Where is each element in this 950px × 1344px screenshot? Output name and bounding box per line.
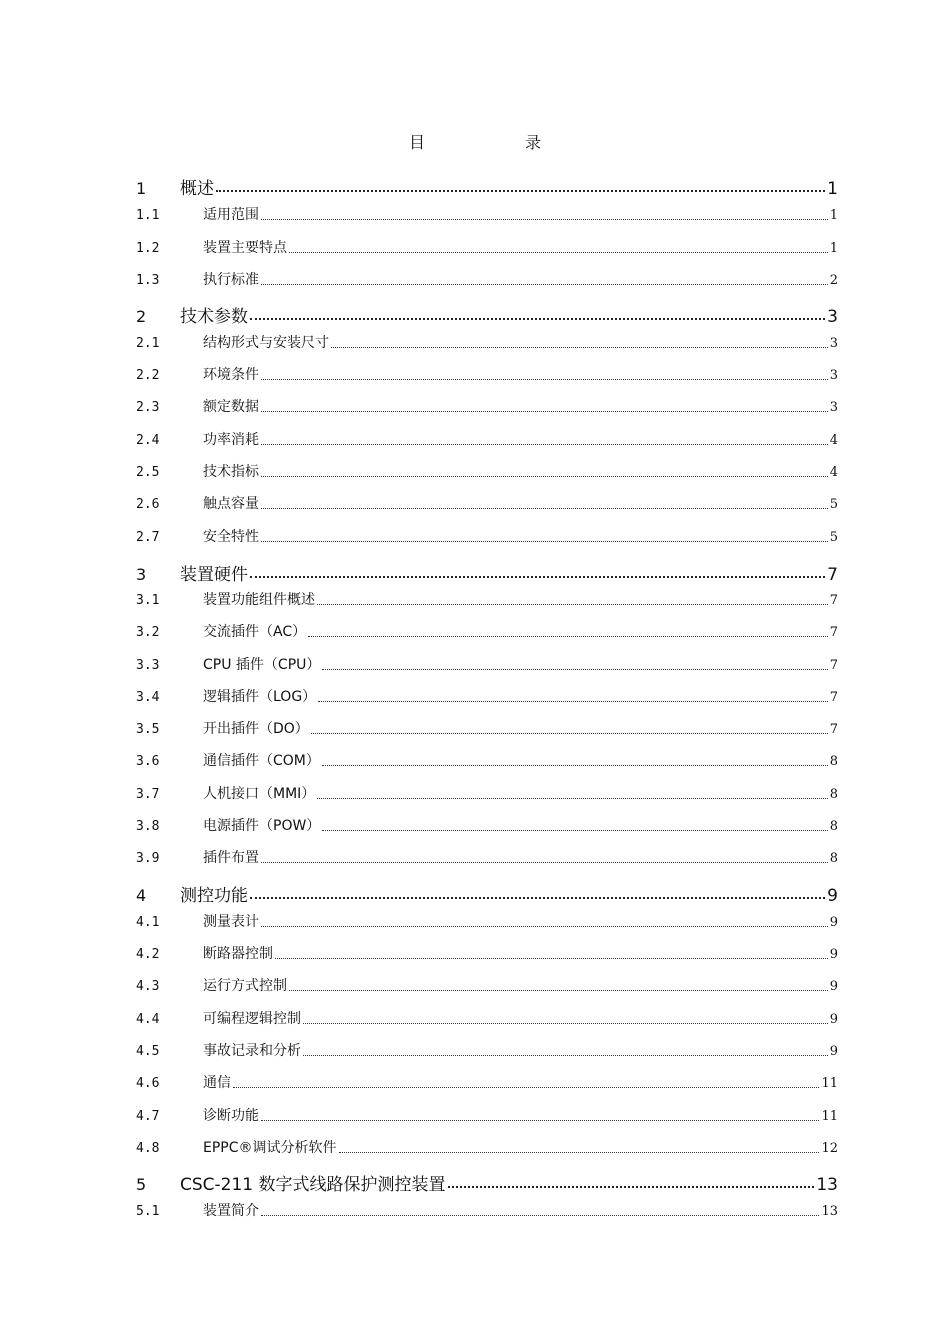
toc-entry-number: 4.3 <box>136 979 160 994</box>
toc-entry-label: 电源插件（POW） <box>203 818 321 834</box>
toc-entry[interactable] <box>136 686 838 706</box>
toc-entry-page-number: 4 <box>829 433 838 448</box>
toc-entry-number: 3.7 <box>136 787 160 802</box>
toc-entry-page-number: 9 <box>827 886 838 906</box>
toc-entry-page-number: 7 <box>829 658 838 673</box>
toc-dot-leader <box>318 700 828 702</box>
toc-entry-page-number: 1 <box>827 179 838 199</box>
toc-entry-label: 触点容量 <box>203 496 259 512</box>
toc-entry-label: CSC-211 数字式线路保护测控装置 <box>180 1175 446 1195</box>
toc-entry-number: 3.3 <box>136 658 160 673</box>
toc-dot-leader <box>322 829 827 831</box>
toc-entry-label: 运行方式控制 <box>203 978 287 994</box>
toc-entry-page-number: 7 <box>829 722 838 737</box>
toc-entry-label: 人机接口（MMI） <box>203 786 316 802</box>
toc-entry-label: 环境条件 <box>203 367 259 383</box>
toc-entry[interactable] <box>136 847 838 867</box>
toc-entry[interactable] <box>136 783 838 803</box>
toc-entry-label: 结构形式与安装尺寸 <box>203 335 329 351</box>
toc-entry-label: 安全特性 <box>203 529 259 545</box>
toc-entry-page-number: 9 <box>829 1044 838 1059</box>
toc-entry[interactable] <box>136 1008 838 1028</box>
toc-entry-number: 4.4 <box>136 1012 160 1027</box>
toc-entry[interactable] <box>136 332 838 352</box>
toc-entry[interactable] <box>136 589 838 609</box>
toc-entry-number: 3.4 <box>136 690 160 705</box>
toc-entry-label: 开出插件（DO） <box>203 721 309 737</box>
toc-entry-number: 2.5 <box>136 465 160 480</box>
toc-entry[interactable] <box>136 237 838 257</box>
toc-entry[interactable] <box>136 1137 838 1157</box>
toc-entry-number: 4.7 <box>136 1109 160 1124</box>
toc-entry[interactable] <box>136 560 838 585</box>
toc-entry-number: 4 <box>136 886 147 905</box>
toc-entry-number: 1 <box>136 179 147 198</box>
toc-dot-leader <box>275 957 828 959</box>
toc-entry-label: 装置功能组件概述 <box>203 592 315 608</box>
toc-dot-leader <box>289 989 828 991</box>
toc-entry-label: 测量表计 <box>203 914 259 930</box>
toc-entry-number: 2.7 <box>136 530 160 545</box>
toc-entry-label: 技术参数 <box>180 307 248 327</box>
toc-entry-page-number: 9 <box>829 947 838 962</box>
toc-dot-leader <box>261 507 828 509</box>
toc-entry[interactable] <box>136 621 838 641</box>
toc-title-right: 录 <box>525 133 542 152</box>
toc-dot-leader <box>261 1119 819 1121</box>
toc-entry[interactable] <box>136 1200 838 1220</box>
toc-entry-page-number: 3 <box>827 307 838 327</box>
toc-dot-leader <box>448 1185 815 1188</box>
toc-entry-number: 2.6 <box>136 497 160 512</box>
toc-entry[interactable] <box>136 975 838 995</box>
toc-dot-leader <box>289 251 828 253</box>
toc-entry[interactable] <box>136 750 838 770</box>
toc-entry-number: 3.2 <box>136 625 160 640</box>
toc-entry-page-number: 13 <box>821 1204 838 1219</box>
toc-entry-page-number: 2 <box>829 273 838 288</box>
toc-entry-number: 3.1 <box>136 593 160 608</box>
toc-entry-label: 装置简介 <box>203 1203 259 1219</box>
toc-entry-number: 3.5 <box>136 722 160 737</box>
toc-entry[interactable] <box>136 654 838 674</box>
toc-entry[interactable] <box>136 396 838 416</box>
toc-entry-label: 插件布置 <box>203 850 259 866</box>
toc-entry-number: 3 <box>136 565 147 584</box>
toc-entry-label: 测控功能 <box>180 886 248 906</box>
toc-entry-number: 1.1 <box>136 208 160 223</box>
toc-entry-label: 交流插件（AC） <box>203 624 307 640</box>
toc-entry-number: 1.3 <box>136 273 160 288</box>
toc-entry[interactable] <box>136 1105 838 1125</box>
toc-entry-label: 装置硬件 <box>180 565 248 585</box>
toc-entry-label: 概述 <box>180 179 214 199</box>
toc-dot-leader <box>303 1054 828 1056</box>
toc-dot-leader <box>261 378 828 380</box>
toc-dot-leader <box>317 797 827 799</box>
toc-entry-label: 通信插件（COM） <box>203 753 320 769</box>
toc-entry-page-number: 7 <box>829 625 838 640</box>
toc-dot-leader <box>261 443 828 445</box>
toc-entry[interactable] <box>136 493 838 513</box>
toc-entry-number: 3.6 <box>136 754 160 769</box>
toc-entry-page-number: 9 <box>829 979 838 994</box>
toc-dot-leader <box>261 283 828 285</box>
toc-entry-page-number: 7 <box>829 593 838 608</box>
toc-entry[interactable] <box>136 718 838 738</box>
toc-entry-page-number: 1 <box>829 208 838 223</box>
toc-dot-leader <box>308 635 828 637</box>
toc-entry-label: 技术指标 <box>203 464 259 480</box>
toc-entry-number: 1.2 <box>136 241 160 256</box>
toc-entry[interactable] <box>136 1072 838 1092</box>
toc-entry[interactable] <box>136 1170 838 1195</box>
toc-entry[interactable] <box>136 911 838 931</box>
toc-entry-label: 逻辑插件（LOG） <box>203 689 317 705</box>
toc-entry-label: 执行标准 <box>203 272 259 288</box>
toc-dot-leader <box>250 575 825 578</box>
toc-title <box>0 130 950 153</box>
toc-entry-number: 2.1 <box>136 336 160 351</box>
toc-dot-leader <box>339 1151 820 1153</box>
toc-entry[interactable] <box>136 174 838 199</box>
toc-entry-label: EPPC®调试分析软件 <box>203 1140 337 1156</box>
toc-entry-label: 断路器控制 <box>203 946 273 962</box>
toc-dot-leader <box>261 410 828 412</box>
toc-dot-leader <box>261 218 828 220</box>
toc-entry[interactable] <box>136 1040 838 1060</box>
toc-dot-leader <box>250 317 825 320</box>
toc-dot-leader <box>322 764 828 766</box>
toc-entry-page-number: 1 <box>829 241 838 256</box>
toc-entry-number: 2.4 <box>136 433 160 448</box>
toc-entry-page-number: 8 <box>829 851 838 866</box>
toc-entry[interactable] <box>136 269 838 289</box>
toc-entry-number: 4.6 <box>136 1076 160 1091</box>
toc-entry-page-number: 8 <box>829 819 838 834</box>
toc-entry[interactable] <box>136 815 838 835</box>
toc-entry-label: 功率消耗 <box>203 432 259 448</box>
toc-entry[interactable] <box>136 302 838 327</box>
toc-entry-number: 3.8 <box>136 819 160 834</box>
toc-entry[interactable] <box>136 429 838 449</box>
toc-dot-leader <box>303 1022 828 1024</box>
toc-entry-page-number: 4 <box>829 465 838 480</box>
toc-entry-label: 额定数据 <box>203 399 259 415</box>
toc-entry[interactable] <box>136 461 838 481</box>
toc-entry-page-number: 3 <box>829 336 838 351</box>
toc-dot-leader <box>322 668 827 670</box>
toc-entry-page-number: 11 <box>821 1076 838 1091</box>
toc-entry-page-number: 3 <box>829 400 838 415</box>
toc-entry-page-number: 11 <box>821 1109 838 1124</box>
toc-entry-number: 4.2 <box>136 947 160 962</box>
toc-entry-page-number: 12 <box>821 1141 838 1156</box>
toc-entry-page-number: 5 <box>829 530 838 545</box>
toc-entry-page-number: 9 <box>829 915 838 930</box>
toc-entry[interactable] <box>136 364 838 384</box>
toc-entry-page-number: 7 <box>827 565 838 585</box>
toc-entry-number: 4.1 <box>136 915 160 930</box>
toc-entry-page-number: 3 <box>829 368 838 383</box>
toc-title-left: 目 <box>408 133 425 152</box>
toc-entry-label: 可编程逻辑控制 <box>203 1011 301 1027</box>
toc-entry-number: 2 <box>136 307 147 326</box>
toc-dot-leader <box>261 540 828 542</box>
toc-dot-leader <box>233 1086 819 1088</box>
toc-entry-number: 2.3 <box>136 400 160 415</box>
toc-dot-leader <box>261 475 828 477</box>
toc-entry[interactable] <box>136 881 838 906</box>
toc-entry-page-number: 8 <box>829 787 838 802</box>
toc-dot-leader <box>261 861 828 863</box>
toc-entry[interactable] <box>136 204 838 224</box>
toc-entry-label: CPU 插件（CPU） <box>203 657 321 673</box>
toc-entry-number: 5 <box>136 1175 147 1194</box>
toc-dot-leader <box>331 346 828 348</box>
toc-entry-label: 装置主要特点 <box>203 240 287 256</box>
toc-entry-number: 5.1 <box>136 1204 160 1219</box>
toc-entry-number: 4.5 <box>136 1044 160 1059</box>
toc-entry-label: 通信 <box>203 1075 231 1091</box>
toc-dot-leader <box>311 732 828 734</box>
toc-entry-label: 适用范围 <box>203 207 259 223</box>
toc-entry-page-number: 8 <box>829 754 838 769</box>
toc-entry-page-number: 7 <box>829 690 838 705</box>
toc-dot-leader <box>261 925 828 927</box>
toc-entry[interactable] <box>136 526 838 546</box>
toc-entry-page-number: 5 <box>829 497 838 512</box>
toc-entry-number: 4.8 <box>136 1141 160 1156</box>
toc-entry-page-number: 13 <box>816 1175 838 1195</box>
toc-dot-leader <box>250 896 825 899</box>
toc-entry[interactable] <box>136 943 838 963</box>
toc-dot-leader <box>216 189 825 192</box>
toc-entry-number: 3.9 <box>136 851 160 866</box>
toc-entry-number: 2.2 <box>136 368 160 383</box>
toc-entry-label: 事故记录和分析 <box>203 1043 301 1059</box>
toc-entry-page-number: 9 <box>829 1012 838 1027</box>
toc-dot-leader <box>317 603 828 605</box>
toc-entry-label: 诊断功能 <box>203 1108 259 1124</box>
toc-dot-leader <box>261 1214 819 1216</box>
